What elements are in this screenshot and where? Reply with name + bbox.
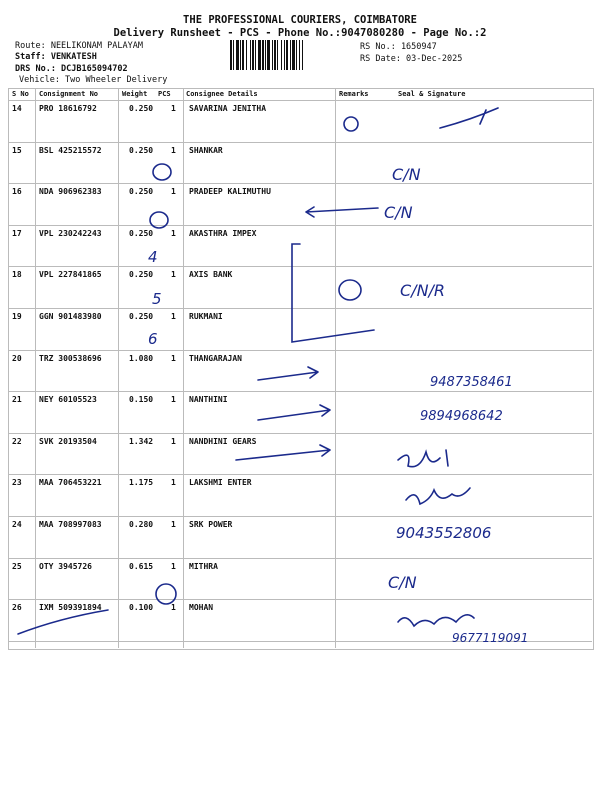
- cell-pcs: 1: [171, 561, 176, 571]
- col-divider: [335, 88, 336, 648]
- col-head-consignment: Consignment No: [39, 90, 99, 98]
- cell-sno: 22: [12, 436, 22, 446]
- cell-consignment: NEY 60105523: [39, 395, 97, 405]
- cell-sno: 20: [12, 353, 22, 363]
- cell-weight: 0.100: [129, 603, 154, 613]
- hw-r20: 9487358461: [430, 375, 513, 390]
- cell-consignment: SVK 20193504: [39, 436, 97, 446]
- col-divider: [118, 88, 119, 648]
- cell-weight: 0.250: [129, 104, 154, 113]
- cell-consignee: LAKSHMI ENTER: [189, 478, 252, 488]
- cell-sno: 16: [12, 187, 22, 197]
- cell-consignee: PRADEEP KALIMUTHU: [189, 187, 271, 197]
- cell-sno: 25: [12, 561, 22, 571]
- col-head-weight: Weight: [122, 90, 148, 98]
- cell-consignment: VPL 227841865: [39, 270, 102, 280]
- cell-sno: 23: [12, 478, 22, 488]
- drs-label: DRS No.: DCJB165094702: [15, 64, 128, 74]
- header-subtitle: Delivery Runsheet - PCS - Phone No.:9047080280 - Page No.:2: [113, 27, 487, 39]
- cell-consignee: NANTHINI: [189, 395, 228, 405]
- header-company: THE PROFESSIONAL COURIERS, COIMBATORE: [183, 14, 417, 26]
- rs-date-label: RS Date: 03-Dec-2025: [360, 54, 463, 64]
- cell-weight: 1.080: [129, 353, 154, 363]
- cell-sno: 26: [12, 603, 22, 613]
- cell-pcs: 1: [171, 478, 176, 488]
- col-divider: [183, 88, 184, 648]
- cell-consignee: RUKMANI: [189, 312, 223, 321]
- cell-weight: 0.250: [129, 312, 154, 321]
- route-label: Route: NEELIKONAM PALAYAM: [15, 41, 143, 51]
- hw-r24: 9043552806: [396, 524, 492, 542]
- cell-weight: 0.250: [129, 270, 154, 280]
- cell-weight: 1.175: [129, 478, 154, 488]
- hw-r18: C/N/R: [400, 281, 446, 300]
- cell-pcs: 1: [171, 603, 176, 613]
- cell-consignee: SHANKAR: [189, 145, 223, 155]
- cell-pcs: 1: [171, 353, 176, 363]
- cell-consignment: MAA 708997083: [39, 520, 102, 529]
- cell-consignee: SAVARINA JENITHA: [189, 104, 267, 113]
- cell-consignment: GGN 901483980: [39, 312, 102, 321]
- cell-weight: 0.250: [129, 145, 154, 155]
- table-row: [8, 183, 592, 184]
- cell-sno: 18: [12, 270, 22, 280]
- cell-sno: 24: [12, 520, 22, 529]
- cell-sno: 21: [12, 395, 22, 405]
- cell-pcs: 1: [171, 436, 176, 446]
- cell-pcs: 1: [171, 520, 176, 529]
- hw-r16: C/N: [384, 203, 413, 222]
- cell-pcs: 1: [171, 395, 176, 405]
- cell-consignee: SRK POWER: [189, 520, 233, 529]
- cell-pcs: 1: [171, 104, 176, 113]
- cell-consignee: AKASTHRA IMPEX: [189, 228, 257, 238]
- barcode: [230, 40, 356, 70]
- vehicle-label: Vehicle: Two Wheeler Delivery: [19, 75, 168, 85]
- cell-consignment: MAA 706453221: [39, 478, 102, 488]
- cell-weight: 0.250: [129, 187, 154, 197]
- table-row: [8, 599, 592, 600]
- table-row: [8, 516, 592, 517]
- table-row: [8, 308, 592, 309]
- cell-consignee: NANDHINI GEARS: [189, 436, 257, 446]
- cell-consignee: MITHRA: [189, 561, 218, 571]
- cell-weight: 0.280: [129, 520, 154, 529]
- hw-r21: 9894968642: [420, 409, 503, 424]
- table-row: [8, 433, 592, 434]
- cell-pcs: 1: [171, 145, 176, 155]
- hw-r26: 9677119091: [452, 631, 529, 645]
- cell-consignee: THANGARAJAN: [189, 353, 242, 363]
- cell-sno: 14: [12, 104, 22, 113]
- col-head-consignee: Consignee Details: [186, 90, 258, 98]
- cell-weight: 0.150: [129, 395, 154, 405]
- cell-pcs: 1: [171, 228, 176, 238]
- table-row: [8, 558, 592, 559]
- cell-consignment: VPL 230242243: [39, 228, 102, 238]
- cell-consignment: OTY 3945726: [39, 561, 92, 571]
- table-row: [8, 391, 592, 392]
- runsheet-table: [8, 88, 594, 650]
- cell-pcs: 1: [171, 187, 176, 197]
- hw-r15: C/N: [392, 165, 421, 184]
- cell-consignment: PRO 18616792: [39, 104, 97, 113]
- hw-num-5: 5: [152, 290, 162, 308]
- col-head-remarks: Remarks: [339, 90, 369, 98]
- cell-sno: 19: [12, 312, 22, 321]
- hw-num-6: 6: [148, 330, 158, 348]
- col-head-pcs: PCS: [158, 90, 171, 98]
- table-row: [8, 266, 592, 267]
- cell-consignment: NDA 906962383: [39, 187, 102, 197]
- table-row: [8, 350, 592, 351]
- table-row: [8, 225, 592, 226]
- cell-pcs: 1: [171, 312, 176, 321]
- table-row: [8, 142, 592, 143]
- col-head-seal: Seal & Signature: [398, 90, 466, 98]
- cell-consignee: MOHAN: [189, 603, 214, 613]
- cell-consignment: IXM 509391894: [39, 603, 102, 613]
- hw-r25: C/N: [388, 573, 417, 592]
- staff-label: Staff: VENKATESH: [15, 52, 97, 62]
- col-head-sno: S No: [12, 90, 29, 98]
- cell-weight: 1.342: [129, 436, 154, 446]
- cell-pcs: 1: [171, 270, 176, 280]
- rs-no-label: RS No.: 1650947: [360, 42, 437, 52]
- cell-consignment: BSL 425215572: [39, 145, 102, 155]
- hw-num-4: 4: [148, 248, 158, 266]
- cell-sno: 17: [12, 228, 22, 238]
- table-row: [8, 474, 592, 475]
- table-row: [8, 641, 592, 642]
- cell-consignee: AXIS BANK: [189, 270, 233, 280]
- cell-sno: 15: [12, 145, 22, 155]
- cell-weight: 0.615: [129, 561, 154, 571]
- header-divider: [8, 100, 592, 101]
- cell-weight: 0.250: [129, 228, 154, 238]
- col-divider: [35, 88, 36, 648]
- cell-consignment: TRZ 300538696: [39, 353, 102, 363]
